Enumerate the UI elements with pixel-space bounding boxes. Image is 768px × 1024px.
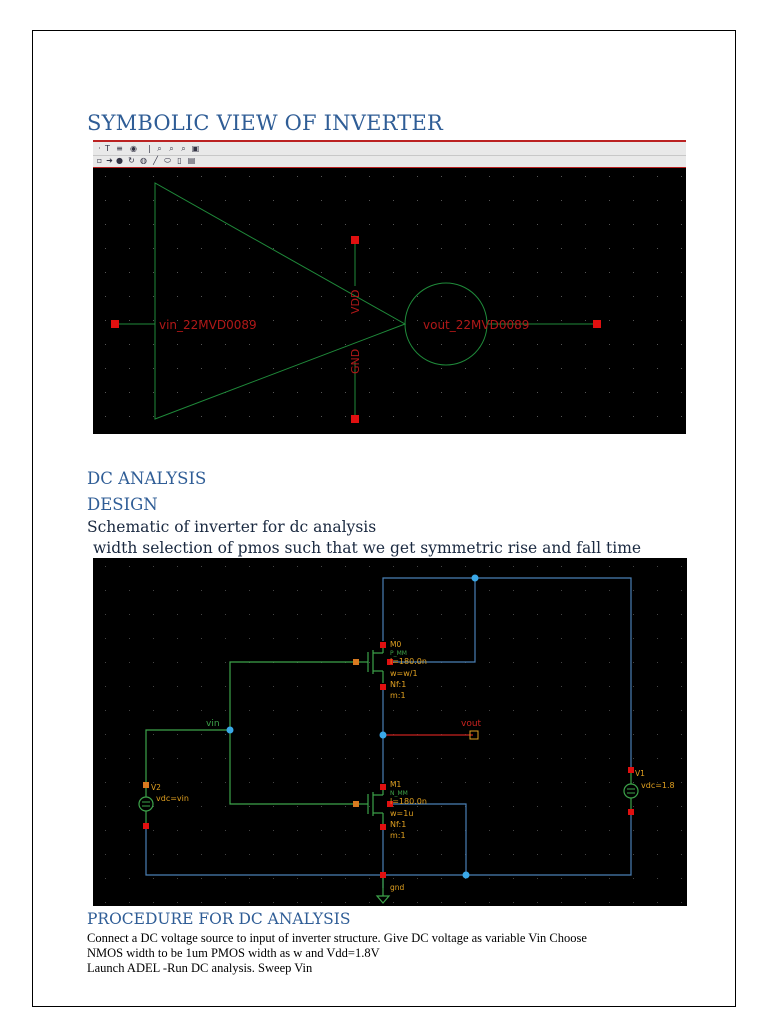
vin-pmos-gate-wire [230, 662, 355, 730]
zoom-in-icon[interactable]: ⌕ [157, 144, 162, 153]
vin-source-inst: V2 [151, 783, 161, 792]
ground-rail-wire [146, 814, 631, 875]
pmos-m: m:1 [390, 691, 406, 700]
zoom-fit-icon[interactable]: ⌕ [181, 144, 186, 153]
layer-icon[interactable]: ◉ [130, 144, 137, 153]
line-icon[interactable]: ╱ [153, 156, 158, 165]
zoom-area-icon[interactable]: ▣ [191, 144, 200, 153]
move-icon[interactable]: · [98, 144, 101, 153]
pmos-model: P_MM [390, 650, 407, 657]
caption-schematic: Schematic of inverter for dc analysis [87, 518, 377, 536]
caption-width: width selection of pmos such that we get symmetric rise and fall time [93, 539, 642, 557]
vin-source [139, 782, 189, 829]
pmos-nf: Nf:1 [390, 680, 407, 689]
procedure-line-1: Connect a DC voltage source to input of inverter structure. Give DC voltage as variable Vin Choose [87, 931, 587, 945]
ground-symbol [377, 872, 405, 903]
save-icon[interactable]: ▤ [187, 156, 196, 165]
vdd-pin [351, 236, 359, 244]
ellipse-icon[interactable]: ◍ [140, 156, 147, 165]
pmos-inst: M0 [390, 640, 402, 649]
vin-net-label: vin [206, 719, 220, 729]
vdd-source [624, 767, 675, 815]
output-label: vout_22MVD0089 [423, 318, 530, 332]
symbolic-view-screenshot [93, 140, 686, 434]
grid-dots [105, 176, 682, 417]
vdd-source-value: vdc=1.8 [641, 781, 675, 790]
nmos-inst: M1 [390, 780, 402, 789]
rect-icon[interactable]: ▯ [177, 156, 182, 165]
zoom-out-icon[interactable]: ⌕ [169, 144, 174, 153]
junction-gnd [463, 872, 470, 879]
pmos-transistor [353, 640, 427, 700]
vin-wire [146, 730, 355, 804]
symbol-canvas [93, 140, 686, 434]
schematic-canvas [93, 558, 687, 906]
input-pin [111, 320, 119, 328]
cursor-icon[interactable]: | [148, 144, 151, 153]
text-icon[interactable]: T [105, 144, 110, 153]
circle-icon[interactable]: ● [116, 156, 123, 165]
heading-symbolic-view: SYMBOLIC VIEW OF INVERTER [87, 111, 444, 135]
arrow-icon[interactable]: ➜ [106, 156, 113, 165]
nmos-width: w=1u [390, 809, 414, 818]
heading-dc-analysis: DC ANALYSIS [87, 469, 207, 488]
shape-icon[interactable]: ⬭ [164, 156, 171, 165]
vdd-rail-wire [383, 578, 631, 770]
nmos-m: m:1 [390, 831, 406, 840]
gnd-label: gnd [390, 883, 405, 892]
procedure-line-3: Launch ADEL -Run DC analysis. Sweep Vin [87, 961, 313, 975]
procedure-line-2: NMOS width to be 1um PMOS width as w and Vdd=1.8V [87, 946, 380, 960]
vin-source-value: vdc=vin [156, 794, 189, 803]
vdd-source-inst: V1 [635, 769, 645, 778]
input-label: vin_22MVD0089 [159, 318, 257, 332]
gnd-label: GND [349, 348, 362, 374]
junction-vin [227, 727, 234, 734]
schematic-screenshot [93, 558, 687, 906]
vdd-label: VDD [349, 289, 362, 314]
vout-net-label: vout [461, 719, 482, 729]
pin-icon[interactable]: ▫ [96, 156, 103, 165]
gnd-pin [351, 415, 359, 423]
pmos-length: l=180.0n [390, 657, 427, 666]
heading-procedure: PROCEDURE FOR DC ANALYSIS [87, 910, 351, 928]
output-pin [593, 320, 601, 328]
junction-vout [380, 732, 387, 739]
nmos-length: l=180.0n [390, 797, 427, 806]
nmos-model: N_MM [390, 790, 408, 797]
align-icon[interactable]: ≡ [116, 144, 123, 153]
pmos-width: w=w/1 [390, 669, 418, 678]
inverter-triangle [155, 183, 405, 419]
nmos-nf: Nf:1 [390, 820, 407, 829]
heading-design: DESIGN [87, 495, 158, 514]
refresh-icon[interactable]: ↻ [128, 156, 135, 165]
nmos-transistor [353, 780, 427, 840]
junction-vdd [472, 575, 479, 582]
